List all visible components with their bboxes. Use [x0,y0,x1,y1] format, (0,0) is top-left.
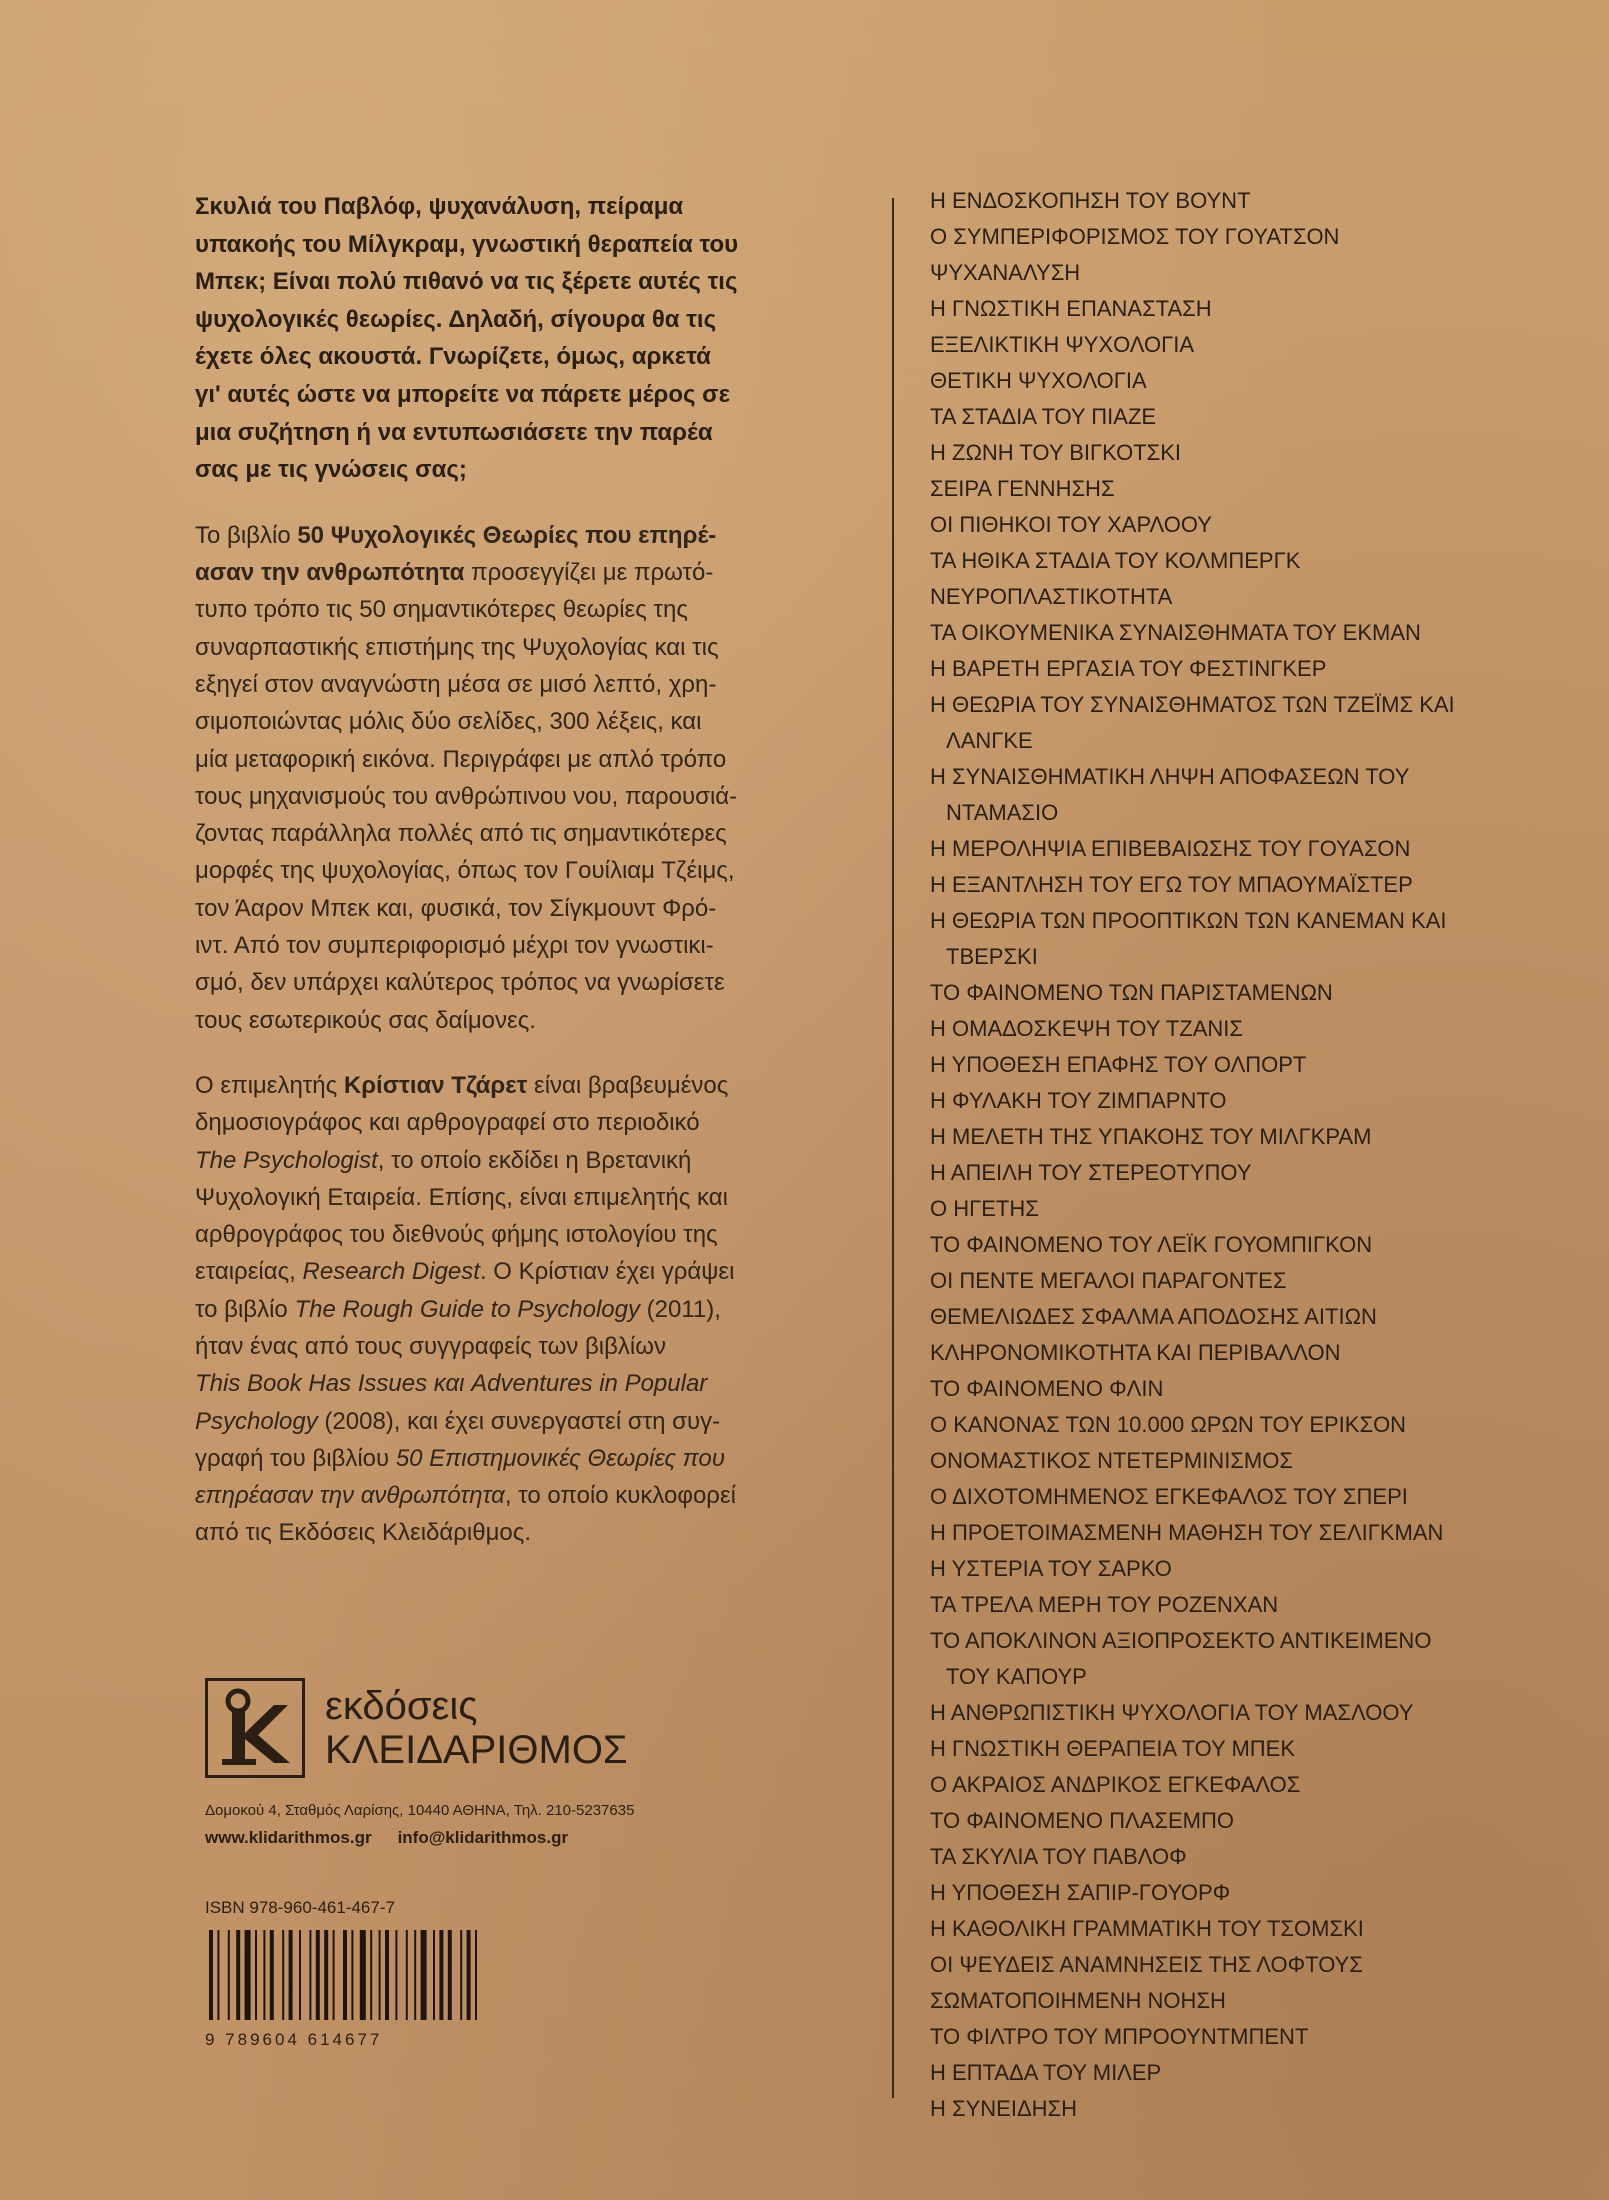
bio-text: αρθρογράφος του διεθνούς φήμης ιστολογίου της [195,1221,718,1249]
intro-line: Σκυλιά του Παβλόφ, ψυχανάλυση, πείραμα [195,193,684,220]
bio-text: ήταν ένας από τους συγγραφείς των βιβλίων [195,1332,666,1360]
intro-line: ψυχολογικές θεωρίες. Δηλαδή, σίγουρα θα τις [195,305,717,333]
barcode-bar [217,1930,219,2020]
theory-title: ΟΙ ΠΙΘΗΚΟΙ ΤΟΥ ΧΑΡΛΟΟΥ [930,512,1212,537]
book-ref: This Book Has Issues και Adventures in Popular [195,1370,708,1398]
theory-item [930,759,1590,831]
theory-title: ΣΕΙΡΑ ΓΕΝΝΗΣΗΣ [930,476,1115,501]
theory-item [930,543,1590,579]
column-divider [892,198,894,2098]
theory-item [930,1479,1590,1515]
magazine-title: The Psychologist [195,1146,378,1174]
theory-item [930,1011,1590,1047]
theory-item [930,1587,1590,1623]
theory-item [930,1263,1590,1299]
bio-text: Ψυχολογική Εταιρεία. Επίσης, είναι επιμελητής και [195,1183,728,1211]
desc-line: τους μηχανισμούς του ανθρώπινου νου, παρουσιά- [195,782,738,810]
theory-item [930,255,1590,291]
barcode-bar [360,1930,366,2020]
theory-item [930,1047,1590,1083]
theory-title: ΤΑ ΗΘΙΚΑ ΣΤΑΔΙΑ ΤΟΥ ΚΟΛΜΠΕΡΓΚ [930,548,1301,573]
theory-item [930,579,1590,615]
theory-title: ΘΕΤΙΚΗ ΨΥΧΟΛΟΓΙΑ [930,368,1147,393]
intro-line: έχετε όλες ακουστά. Γνωρίζετε, όμως, αρκετά [195,343,711,371]
publisher-contacts [205,1828,568,1848]
theory-item [930,1443,1590,1479]
theory-title-cont: ΤΒΕΡΣΚΙ [946,944,1038,969]
barcode-bar [433,1930,435,2020]
barcode-bar [351,1930,353,2020]
theory-title: Η ΚΑΘΟΛΙΚΗ ΓΡΑΜΜΑΤΙΚΗ ΤΟΥ ΤΣΟΜΣΚΙ [930,1916,1364,1941]
barcode-bar [309,1930,311,2020]
theory-title: Ο ΣΥΜΠΕΡΙΦΟΡΙΣΜΟΣ ΤΟΥ ΓΟΥΑΤΣΟΝ [930,224,1340,249]
bio-text: . Ο Κρίστιαν έχει γράψει [479,1258,735,1286]
barcode-bar [209,1930,213,2020]
editor-bio-paragraph [195,1067,855,1552]
publisher-name-line2: ΚΛΕΙΔΑΡΙΘΜΟΣ [325,1728,628,1772]
theory-item [930,687,1590,759]
bio-text: γραφή του βιβλίου [195,1444,396,1472]
desc-line: σιμοποιώντας μόλις δύο σελίδες, 300 λέξεις, και [195,708,702,736]
publisher-website-link[interactable]: www.klidarithmos.gr [205,1828,372,1847]
intro-line: σας με τις γνώσεις σας; [195,456,467,484]
theory-item [930,507,1590,543]
theory-title: ΚΛΗΡΟΝΟΜΙΚΟΤΗΤΑ ΚΑΙ ΠΕΡΙΒΑΛΛΟΝ [930,1340,1341,1365]
theory-title: ΤΟ ΦΙΛΤΡΟ ΤΟΥ ΜΠΡΟΟΥΝΤΜΠΕΝΤ [930,2024,1309,2049]
theory-title-cont: ΝΤΑΜΑΣΙΟ [946,800,1059,825]
theory-item [930,1155,1590,1191]
theory-item [930,867,1590,903]
theory-title: Η ΘΕΩΡΙΑ ΤΟΥ ΣΥΝΑΙΣΘΗΜΑΤΟΣ ΤΩΝ ΤΖΕΪΜΣ ΚΑΙ [930,692,1455,717]
theory-title: ΣΩΜΑΤΟΠΟΙΗΜΕΝΗ ΝΟΗΣΗ [930,1988,1226,2013]
barcode-bar [467,1930,471,2020]
theory-item [930,1767,1590,1803]
barcode-bar [245,1930,251,2020]
barcode-image [205,1930,535,2020]
theory-item [930,471,1590,507]
barcode-bar [282,1930,284,2020]
bio-text: το βιβλίο [195,1295,295,1323]
bio-text: (2011), [640,1295,721,1323]
barcode-bar [385,1930,389,2020]
left-column [195,188,855,1552]
barcode-bar [448,1930,452,2020]
theory-item [930,2019,1590,2055]
theory-title: Η ΖΩΝΗ ΤΟΥ ΒΙΓΚΟΤΣΚΙ [930,440,1182,465]
theory-item [930,2091,1590,2127]
key-k-logo-graphic [208,1681,302,1775]
theory-title: ΤΟ ΦΑΙΝΟΜΕΝΟ ΤΟΥ ΛΕΪΚ ΓΟΥΟΜΠΙΓΚΟΝ [930,1232,1373,1257]
theory-title: Ο ΑΚΡΑΙΟΣ ΑΝΔΡΙΚΟΣ ΕΓΚΕΦΑΛΟΣ [930,1772,1301,1797]
barcode-bar [395,1930,397,2020]
desc-text: προσεγγίζει με πρωτό- [464,559,714,587]
barcode-number: 9 789604 614677 [205,2030,383,2049]
intro-paragraph [195,188,855,489]
theory-title: Η ΟΜΑΔΟΣΚΕΨΗ ΤΟΥ ΤΖΑΝΙΣ [930,1016,1243,1041]
barcode-bar [255,1930,257,2020]
theory-title: ΤΟ ΦΑΙΝΟΜΕΝΟ ΤΩΝ ΠΑΡΙΣΤΑΜΕΝΩΝ [930,980,1333,1005]
theory-item [930,1803,1590,1839]
theory-title: Η ΥΣΤΕΡΙΑ ΤΟΥ ΣΑΡΚΟ [930,1556,1172,1581]
publisher-name-line1: εκδόσεις [325,1684,478,1728]
theory-item [930,651,1590,687]
theory-item [930,1623,1590,1695]
book-ref: The Rough Guide to Psychology [294,1295,640,1323]
theory-item [930,831,1590,867]
description-paragraph [195,517,855,1039]
theory-title: Ο ΚΑΝΟΝΑΣ ΤΩΝ 10.000 ΩΡΩΝ ΤΟΥ ΕΡΙΚΣΟΝ [930,1412,1407,1437]
barcode-bar [379,1930,381,2020]
theory-item [930,1839,1590,1875]
theory-item [930,1119,1590,1155]
theory-title: Ο ΗΓΕΤΗΣ [930,1196,1039,1221]
theory-title: ΘΕΜΕΛΙΩΔΕΣ ΣΦΑΛΜΑ ΑΠΟΔΟΣΗΣ ΑΙΤΙΩΝ [930,1304,1377,1329]
theory-item [930,1515,1590,1551]
theory-title: Η ΕΠΤΑΔΑ ΤΟΥ ΜΙΛΕΡ [930,2060,1162,2085]
theory-item [930,363,1590,399]
barcode-bar [299,1930,301,2020]
barcode-bar [333,1930,335,2020]
theory-title-cont: ΤΟΥ ΚΑΠΟΥΡ [946,1664,1087,1689]
barcode-bar [421,1930,427,2020]
desc-line: εξηγεί στον αναγνώστη μέσα σε μισό λεπτό, χρη- [195,670,717,698]
theory-title: ΝΕΥΡΟΠΛΑΣΤΙΚΟΤΗΤΑ [930,584,1173,609]
theory-title: ΟΙ ΠΕΝΤΕ ΜΕΓΑΛΟΙ ΠΑΡΑΓΟΝΤΕΣ [930,1268,1287,1293]
theories-list [930,183,1590,2127]
barcode-bar [289,1930,293,2020]
editor-name: Κρίστιαν Τζάρετ [343,1071,528,1099]
theory-item [930,183,1590,219]
theory-item [930,1299,1590,1335]
theory-title: Η ΓΝΩΣΤΙΚΗ ΘΕΡΑΠΕΙΑ ΤΟΥ ΜΠΕΚ [930,1736,1296,1761]
theory-item [930,615,1590,651]
theory-title: Η ΜΕΛΕΤΗ ΤΗΣ ΥΠΑΚΟΗΣ ΤΟΥ ΜΙΛΓΚΡΑΜ [930,1124,1372,1149]
barcode-bar [475,1930,477,2020]
theory-title: ΤΑ ΣΤΑΔΙΑ ΤΟΥ ΠΙΑΖΕ [930,404,1157,429]
theory-title: ΤΟ ΦΑΙΝΟΜΕΝΟ ΦΛΙΝ [930,1376,1164,1401]
theory-title: Η ΣΥΝΕΙΔΗΣΗ [930,2096,1078,2121]
bio-text: (2008), και έχει συνεργαστεί στη συγ- [317,1407,721,1435]
theory-item [930,903,1590,975]
bio-text: είναι βραβευμένος [527,1071,729,1099]
theory-item [930,1083,1590,1119]
theory-item [930,1983,1590,2019]
theory-title: ΕΞΕΛΙΚΤΙΚΗ ΨΥΧΟΛΟΓΙΑ [930,332,1195,357]
desc-line: συναρπαστικής επιστήμης της Ψυχολογίας και τις [195,633,719,661]
theory-title: Η ΠΡΟΕΤΟΙΜΑΣΜΕΝΗ ΜΑΘΗΣΗ ΤΟΥ ΣΕΛΙΓΚΜΑΝ [930,1520,1444,1545]
barcode-bar [228,1930,230,2020]
intro-line: υπακοής του Μίλγκραμ, γνωστική θεραπεία του [195,230,739,258]
intro-line: μια συζήτηση ή να εντυπωσιάσετε την παρέα [195,418,713,446]
theory-title: Η ΣΥΝΑΙΣΘΗΜΑΤΙΚΗ ΛΗΨΗ ΑΠΟΦΑΣΕΩΝ ΤΟΥ [930,764,1410,789]
theory-item [930,219,1590,255]
theory-title: Η ΦΥΛΑΚΗ ΤΟΥ ΖΙΜΠΑΡΝΤΟ [930,1088,1227,1113]
barcode-bar [270,1930,274,2020]
theory-title: Η ΜΕΡΟΛΗΨΙΑ ΕΠΙΒΕΒΑΙΩΣΗΣ ΤΟΥ ΓΟΥΑΣΟΝ [930,836,1411,861]
bio-text: εταιρείας, [195,1258,303,1286]
publisher-address: Δομοκού 4, Σταθμός Λαρίσης, 10440 ΑΘΗΝΑ, Τηλ. 210-5237635 [205,1802,635,1819]
bio-text: Ο επιμελητής [195,1071,344,1099]
book-title: 50 Ψυχολογικές Θεωρίες που επηρέ- [297,521,717,549]
desc-line: τους εσωτερικούς σας δαίμονες. [195,1006,536,1034]
blog-title: Research Digest [302,1258,480,1286]
theory-title: ΤΑ ΣΚΥΛΙΑ ΤΟΥ ΠΑΒΛΟΦ [930,1844,1187,1869]
theory-title: ΨΥΧΑΝΑΛΥΣΗ [930,260,1081,285]
theory-title: Ο ΔΙΧΟΤΟΜΗΜΕΝΟΣ ΕΓΚΕΦΑΛΟΣ ΤΟΥ ΣΠΕΡΙ [930,1484,1408,1509]
theory-item [930,435,1590,471]
theory-title: Η ΓΝΩΣΤΙΚΗ ΕΠΑΝΑΣΤΑΣΗ [930,296,1212,321]
theory-item [930,975,1590,1011]
theory-item [930,291,1590,327]
theory-title: ΤΟ ΦΑΙΝΟΜΕΝΟ ΠΛΑΣΕΜΠΟ [930,1808,1234,1833]
barcode-bar [316,1930,320,2020]
theory-item [930,1911,1590,1947]
intro-line: γι' αυτές ώστε να μπορείτε να πάρετε μέρος σε [195,380,730,408]
theory-item [930,399,1590,435]
theory-title: Η ΥΠΟΘΕΣΗ ΕΠΑΦΗΣ ΤΟΥ ΟΛΠΟΡΤ [930,1052,1307,1077]
bio-text: από τις Εκδόσεις Κλειδάριθμος. [195,1519,532,1547]
theory-item [930,1227,1590,1263]
desc-line: τον Άαρον Μπεκ και, φυσικά, τον Σίγκμουντ Φρό- [195,894,717,922]
theory-item [930,1551,1590,1587]
theory-item [930,2055,1590,2091]
desc-line: τυπο τρόπο τις 50 σημαντικότερες θεωρίες της [195,596,688,624]
theory-title-cont: ΛΑΝΓΚΕ [946,728,1033,753]
theory-title: Η ΑΠΕΙΛΗ ΤΟΥ ΣΤΕΡΕΟΤΥΠΟΥ [930,1160,1252,1185]
theory-title: Η ΘΕΩΡΙΑ ΤΩΝ ΠΡΟΟΠΤΙΚΩΝ ΤΩΝ ΚΑΝΕΜΑΝ ΚΑΙ [930,908,1447,933]
book-title-cont: ασαν την ανθρωπότητα [195,559,465,587]
theory-title: Η ΕΝΔΟΣΚΟΠΗΣΗ ΤΟΥ ΒΟΥΝΤ [930,188,1251,213]
theory-item [930,1335,1590,1371]
barcode-bar [324,1930,328,2020]
key-k-logo-icon [205,1678,305,1778]
desc-line: ζοντας παράλληλα πολλές από τις σημαντικότερες [195,820,727,848]
desc-line: μορφές της ψυχολογίας, όπως τον Γουίλιαμ Τζέιμς, [195,857,735,885]
theory-title: Η ΒΑΡΕΤΗ ΕΡΓΑΣΙΑ ΤΟΥ ΦΕΣΤΙΝΓΚΕΡ [930,656,1327,681]
theory-title: ΟΙ ΨΕΥΔΕΙΣ ΑΝΑΜΝΗΣΕΙΣ ΤΗΣ ΛΟΦΤΟΥΣ [930,1952,1363,1977]
barcode-bar [460,1930,462,2020]
barcode-bar [236,1930,240,2020]
theory-title: ΤΑ ΤΡΕΛΑ ΜΕΡΗ ΤΟΥ ΡΟΖΕΝΧΑΝ [930,1592,1279,1617]
bio-text: , το οποίο εκδίδει η Βρετανική [377,1146,692,1174]
theory-title: ΤΑ ΟΙΚΟΥΜΕΝΙΚΑ ΣΥΝΑΙΣΘΗΜΑΤΑ ΤΟΥ ΕΚΜΑΝ [930,620,1421,645]
barcode-bar [263,1930,265,2020]
desc-line: σμό, δεν υπάρχει καλύτερος τρόπος να γνωρίσετε [195,969,725,997]
barcode-bar [439,1930,443,2020]
book-ref: επηρέασαν την ανθρωπότητα [195,1482,505,1510]
barcode-bar [406,1930,408,2020]
bio-text: , το οποίο κυκλοφορεί [504,1482,736,1510]
theory-title: ΟΝΟΜΑΣΤΙΚΟΣ ΝΤΕΤΕΡΜΙΝΙΣΜΟΣ [930,1448,1293,1473]
barcode-bar [343,1930,347,2020]
book-ref: 50 Επιστημονικές Θεωρίες που [395,1444,725,1472]
theory-item [930,1695,1590,1731]
bio-text: δημοσιογράφος και αρθρογραφεί στο περιοδικό [195,1109,700,1137]
desc-line: ιντ. Από τον συμπεριφορισμό μέχρι τον γνωστικι- [195,932,714,960]
theory-item [930,1947,1590,1983]
desc-text: Το βιβλίο [195,521,298,549]
theory-title: ΤΟ ΑΠΟΚΛΙΝΟΝ ΑΞΙΟΠΡΟΣΕΚΤΟ ΑΝΤΙΚΕΙΜΕΝΟ [930,1628,1432,1653]
theory-title: Η ΥΠΟΘΕΣΗ ΣΑΠΙΡ-ΓΟΥΟΡΦ [930,1880,1231,1905]
theory-item [930,1407,1590,1443]
desc-line: μία μεταφορική εικόνα. Περιγράφει με απλό τρόπο [195,745,727,773]
theory-item [930,1875,1590,1911]
isbn-label: ISBN 978-960-461-467-7 [205,1898,395,1917]
theory-title: Η ΑΝΘΡΩΠΙΣΤΙΚΗ ΨΥΧΟΛΟΓΙΑ ΤΟΥ ΜΑΣΛΟΟΥ [930,1700,1414,1725]
theory-title: Η ΕΞΑΝΤΛΗΣΗ ΤΟΥ ΕΓΩ ΤΟΥ ΜΠΑΟΥΜΑΪΣΤΕΡ [930,872,1413,897]
theory-item [930,1731,1590,1767]
theory-item [930,1371,1590,1407]
publisher-email-link[interactable]: info@klidarithmos.gr [397,1828,569,1847]
book-ref: Psychology [195,1407,318,1435]
barcode-bar [414,1930,416,2020]
intro-line: Μπεκ; Είναι πολύ πιθανό να τις ξέρετε αυτές τις [195,268,738,296]
theory-item [930,1191,1590,1227]
theory-item [930,327,1590,363]
barcode-bar [370,1930,372,2020]
